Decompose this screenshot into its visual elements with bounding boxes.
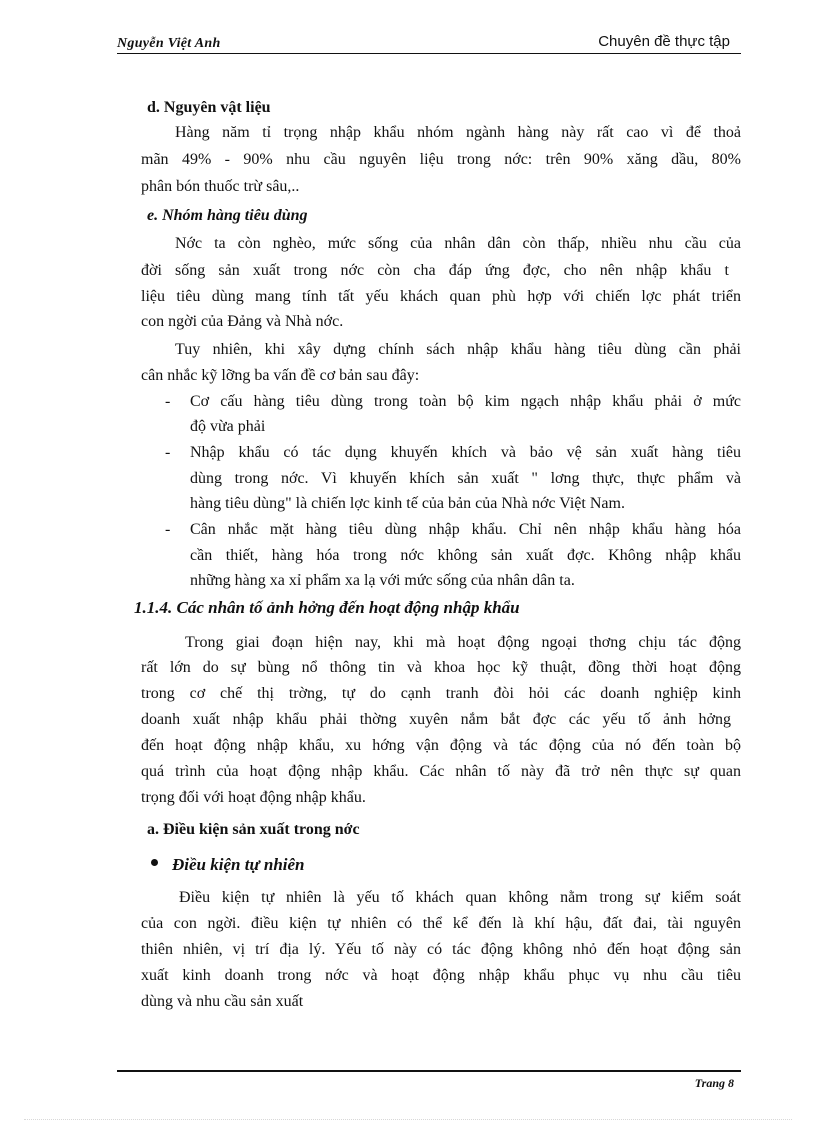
bullet-line: dùng trong nớc. Vì khuyến khích sản xuất " lơng thực, thực phẩm và [190,470,741,487]
header-rule [117,53,741,54]
section-d-line: phân bón thuốc trừ sâu,.. [141,178,300,195]
section-e-paragraph-line: liệu tiêu dùng mang tính tất yếu khách quan phù hợp với chiến lợc phát triển [141,288,741,305]
section-1-1-4-line: trọng đối với hoạt động nhập khẩu. [141,789,366,806]
header-author: Nguyễn Việt Anh [117,36,221,51]
natural-conditions-line: xuất kinh doanh trong nớc và hoạt động nhập khẩu phục vụ nhu cầu tiêu [141,967,741,984]
bullet-line: cần thiết, hàng hóa trong nớc không sản xuất đợc. Không nhập khẩu [190,547,741,564]
bullet-dash: - [165,393,171,410]
section-d-line: Hàng năm tỉ trọng nhập khẩu nhóm ngành hàng này rất cao vì để thoả [175,124,741,141]
bullet-line: Nhập khẩu có tác dụng khuyến khích và bảo vệ sản xuất hàng tiêu [190,444,741,461]
bullet-dash: - [165,444,171,461]
section-1-1-4-line: đến hoạt động nhập khẩu, xu hớng vận động và tác động của nó đến toàn bộ [141,737,741,754]
footer-rule [117,1070,741,1072]
section-e-paragraph-line: con ngời của Đảng và Nhà nớc. [141,313,344,330]
natural-conditions-line: của con ngời. điều kiện tự nhiên có thể kể đến là khí hậu, đất đai, tài nguyên [141,915,741,932]
bullet-line: Cơ cấu hàng tiêu dùng trong toàn bộ kim ngạch nhập khẩu phải ở mức [190,393,741,410]
section-e-paragraph-line: đời sống sản xuất trong nớc còn cha đáp ứng đợc, cho nên nhập khẩu t [141,262,729,279]
natural-conditions-line: dùng và nhu cầu sản xuất [141,993,304,1010]
section-d-heading: d. Nguyên vật liệu [147,99,271,116]
bullet-line: hàng tiêu dùng" là chiến lợc kinh tế của bản của Nhà nớc Việt Nam. [190,495,625,512]
section-1-1-4-line: trong cơ chế thị trờng, tự do cạnh tranh đòi hỏi các doanh nghiệp kinh [141,685,741,702]
footer-page-number: Trang 8 [694,1076,734,1090]
section-d-line: mãn 49% - 90% nhu cầu nguyên liệu trong nớc: trên 90% xăng dầu, 80% [141,151,741,168]
section-a-heading: a. Điều kiện sản xuất trong nớc [147,821,360,838]
natural-conditions-line: Điều kiện tự nhiên là yếu tố khách quan không nằm trong sự kiểm soát [179,889,741,906]
section-e-paragraph-line: Nớc ta còn nghèo, mức sống của nhân dân còn thấp, nhiều nhu cầu của [175,235,741,252]
page-bottom-dotted-border [24,1119,792,1120]
section-1-1-4-line: doanh xuất nhập khẩu phải thờng xuyên nắm bắt đợc các yếu tố ảnh hởng [141,711,731,728]
bullet-dash: - [165,521,171,538]
section-1-1-4-line: quá trình của hoạt động nhập khẩu. Các nhân tố này đã trở nên thực sự quan [141,763,741,780]
section-1-1-4-line: Trong giai đoạn hiện nay, khi mà hoạt động ngoại thơng chịu tác động [185,634,741,651]
natural-conditions-heading: Điều kiện tự nhiên [172,855,305,874]
bullet-line: Cân nhắc mặt hàng tiêu dùng nhập khẩu. Chỉ nên nhập khẩu hàng hóa [190,521,741,538]
bullet-line: độ vừa phải [190,418,266,435]
bullet-line: những hàng xa xỉ phẩm xa lạ với mức sống của nhân dân ta. [190,572,575,589]
section-e-paragraph-line: Tuy nhiên, khi xây dựng chính sách nhập khẩu hàng tiêu dùng cần phải [175,341,741,358]
section-e-paragraph-line: cân nhắc kỹ lỡng ba vấn đề cơ bản sau đây: [141,367,420,384]
header-title: Chuyên đề thực tập [598,33,730,50]
section-1-1-4-heading: 1.1.4. Các nhân tố ảnh hởng đến hoạt động nhập khẩu [134,598,520,617]
section-1-1-4-line: rất lớn do sự bùng nổ thông tin và khoa học kỹ thuật, đồng thời hoạt động [141,659,741,676]
section-e-heading: e. Nhóm hàng tiêu dùng [147,207,308,224]
bullet-dot-icon [151,859,158,866]
natural-conditions-line: thiên nhiên, vị trí địa lý. Yếu tố này có tác động không nhỏ đến hoạt động sản [141,941,741,958]
